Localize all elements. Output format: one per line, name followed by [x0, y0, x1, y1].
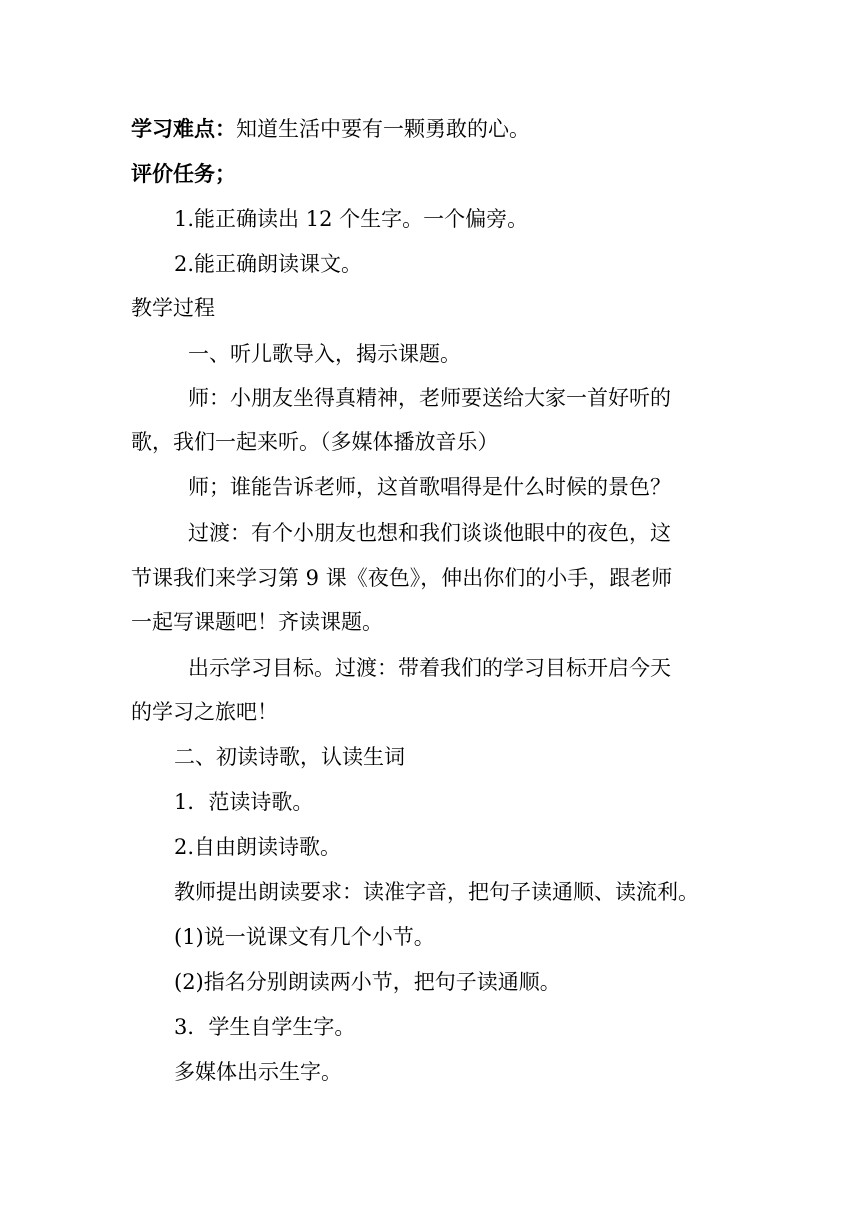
section-2-media: 多媒体出示生字。 [174, 1060, 342, 1084]
paragraph-1-line-2: 歌，我们一起来听。（多媒体播放音乐） [131, 430, 499, 454]
evaluation-item-2: 2.能正确朗读课文。 [174, 252, 363, 276]
section-2-item-3: 3．学生自学生字。 [174, 1015, 356, 1039]
evaluation-item-1: 1.能正确读出 12 个生字。一个偏旁。 [174, 207, 529, 231]
learning-difficulty [131, 114, 740, 144]
section-2-item-1: 1．范读诗歌。 [174, 790, 314, 814]
section-2-requirement: 教师提出朗读要求：读准字音，把句子读通顺、读流利。 [174, 880, 699, 904]
process-title: 教学过程 [131, 296, 215, 320]
paragraph-3-line-3: 一起写课题吧！齐读课题。 [131, 610, 383, 634]
paragraph-1-line-1: 师：小朋友坐得真精神，老师要送给大家一首好听的 [188, 386, 671, 410]
paragraph-3-line-1: 过渡：有个小朋友也想和我们谈谈他眼中的夜色，这 [188, 521, 671, 545]
section-2-subitem-1: (1)说一说课文有几个小节。 [174, 925, 435, 949]
section-2-subitem-2: (2)指名分别朗读两小节，把句子读通顺。 [174, 970, 561, 994]
difficulty-label: 学习难点： [131, 116, 236, 141]
evaluation-label: 评价任务； [131, 161, 236, 186]
section-1-title: 一、听儿歌导入，揭示课题。 [188, 342, 461, 366]
section-2-title: 二、初读诗歌，认读生词 [174, 745, 405, 769]
paragraph-3-line-2: 节课我们来学习第 9 课《夜色》，伸出你们的小手，跟老师 [131, 566, 673, 590]
paragraph-4-line-2: 的学习之旅吧！ [131, 700, 278, 724]
section-2-item-2: 2.自由朗读诗歌。 [174, 835, 342, 859]
paragraph-4-line-1: 出示学习目标。过渡：带着我们的学习目标开启今天 [188, 656, 671, 680]
difficulty-text: 知道生活中要有一颗勇敢的心。 [236, 117, 530, 141]
paragraph-2: 师；谁能告诉老师，这首歌唱得是什么时候的景色？ [188, 475, 671, 499]
